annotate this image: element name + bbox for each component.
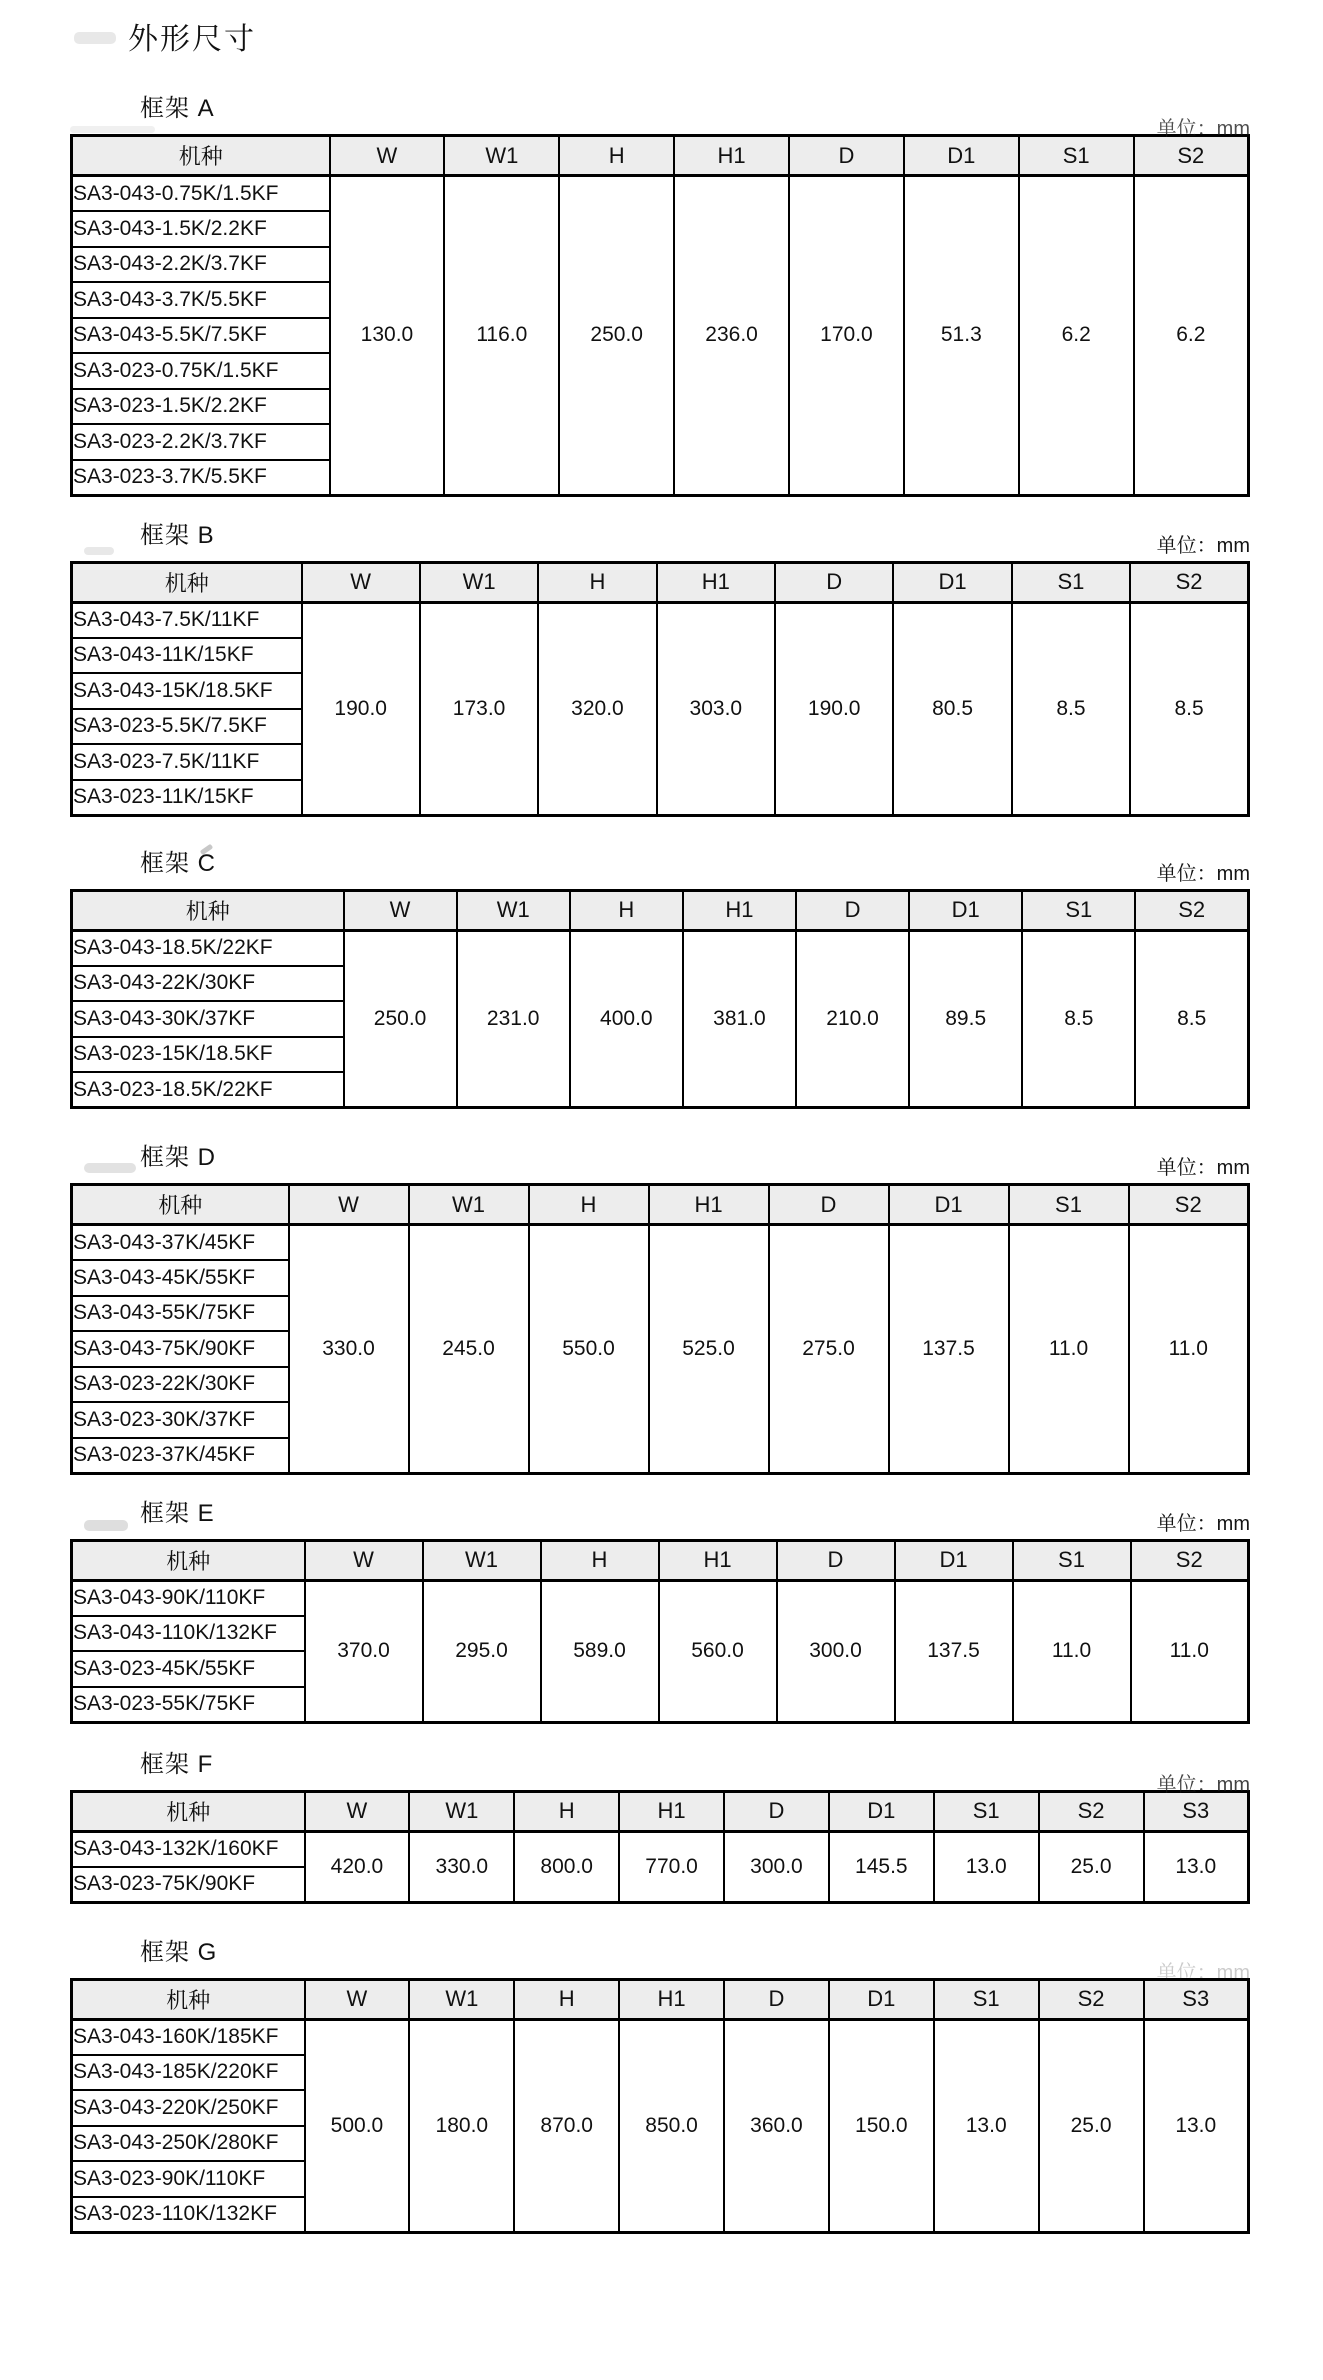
header-row (72, 136, 1249, 176)
column-header: D (789, 136, 904, 176)
unit-label-e (1157, 1507, 1250, 1536)
column-header: D (769, 1185, 889, 1225)
value-cell: 320.0 (538, 602, 656, 815)
table-row (72, 2019, 1249, 2055)
table-row (72, 176, 1249, 212)
value-cell: 11.0 (1129, 1225, 1249, 1474)
frame-e-header (0, 1493, 1323, 1539)
value-cell: 550.0 (529, 1225, 649, 1474)
value-cell: 800.0 (514, 1831, 619, 1902)
column-header: 机种 (72, 1185, 289, 1225)
column-header: D1 (893, 562, 1011, 602)
header-row (72, 1540, 1249, 1580)
value-cell: 11.0 (1013, 1580, 1131, 1722)
model-cell: SA3-023-22K/30KF (72, 1367, 289, 1403)
column-header: H1 (619, 1979, 724, 2019)
scan-artifact (84, 547, 114, 555)
frame-e-section (0, 1493, 1323, 1724)
value-cell: 770.0 (619, 1831, 724, 1902)
column-header: W (305, 1791, 410, 1831)
column-header: 机种 (72, 1791, 305, 1831)
value-cell: 300.0 (724, 1831, 829, 1902)
frame-b-table (70, 561, 1250, 817)
column-header: H1 (683, 890, 796, 930)
column-header: 机种 (72, 890, 344, 930)
frame-g-header (0, 1932, 1323, 1984)
column-header: H1 (674, 136, 789, 176)
page-header (0, 0, 1323, 54)
frame-d-label: 框架 D (140, 1144, 216, 1171)
unit-label-b (1157, 529, 1250, 558)
column-header: H (514, 1791, 619, 1831)
frame-b-section (0, 515, 1323, 817)
value-cell: 370.0 (305, 1580, 423, 1722)
value-cell: 236.0 (674, 176, 789, 496)
column-header: H1 (649, 1185, 769, 1225)
model-cell: SA3-043-15K/18.5KF (72, 673, 302, 709)
column-header: W1 (409, 1185, 529, 1225)
column-header: S1 (1022, 890, 1135, 930)
value-cell: 330.0 (289, 1225, 409, 1474)
value-cell: 11.0 (1009, 1225, 1129, 1474)
column-header: 机种 (72, 1979, 305, 2019)
column-header: S3 (1144, 1791, 1249, 1831)
header-row (72, 890, 1249, 930)
unit-text: 单位：mm (1156, 1157, 1250, 1179)
column-header: D1 (895, 1540, 1013, 1580)
model-cell: SA3-023-110K/132KF (72, 2197, 305, 2233)
frame-e-label: 框架 E (140, 1499, 215, 1527)
model-cell: SA3-043-185K/220KF (72, 2055, 305, 2091)
column-header: H (559, 136, 674, 176)
column-header: H (541, 1540, 659, 1580)
value-cell: 180.0 (409, 2019, 514, 2232)
model-cell: SA3-043-18.5K/22KF (72, 930, 344, 966)
value-cell: 89.5 (909, 930, 1022, 1108)
column-header: D (724, 1979, 829, 2019)
model-cell: SA3-043-30K/37KF (72, 1001, 344, 1037)
model-cell: SA3-023-1.5K/2.2KF (72, 389, 330, 425)
column-header: S1 (934, 1979, 1039, 2019)
value-cell: 190.0 (775, 602, 893, 815)
column-header: H (529, 1185, 649, 1225)
column-header: S3 (1144, 1979, 1249, 2019)
column-header: H (538, 562, 656, 602)
scan-artifact (74, 32, 116, 44)
column-header: H1 (657, 562, 775, 602)
value-cell: 130.0 (330, 176, 445, 496)
model-cell: SA3-023-30K/37KF (72, 1402, 289, 1438)
value-cell: 8.5 (1130, 602, 1248, 815)
value-cell: 11.0 (1131, 1580, 1249, 1722)
value-cell: 8.5 (1012, 602, 1130, 815)
unit-text: 单位：mm (1156, 1773, 1250, 1796)
column-header: S1 (1019, 136, 1134, 176)
model-cell: SA3-023-90K/110KF (72, 2161, 305, 2197)
unit-label-d (1157, 1151, 1250, 1180)
model-cell: SA3-023-7.5K/11KF (72, 744, 302, 780)
header-row (72, 1979, 1249, 2019)
frame-a-header (0, 88, 1323, 140)
column-header: D1 (829, 1791, 934, 1831)
value-cell: 295.0 (423, 1580, 541, 1722)
frame-d-section (0, 1137, 1323, 1475)
model-cell: SA3-043-250K/280KF (72, 2126, 305, 2162)
value-cell: 560.0 (659, 1580, 777, 1722)
column-header: S2 (1130, 562, 1248, 602)
column-header: 机种 (72, 136, 330, 176)
frame-f-table (70, 1790, 1250, 1904)
frame-c-header (0, 843, 1323, 889)
unit-label-c (1157, 857, 1250, 886)
model-cell: SA3-043-160K/185KF (72, 2019, 305, 2055)
value-cell: 400.0 (570, 930, 683, 1108)
column-header: S2 (1039, 1791, 1144, 1831)
unit-text: 单位：mm (1156, 534, 1250, 557)
value-cell: 245.0 (409, 1225, 529, 1474)
column-header: W (344, 890, 457, 930)
unit-label-a (1156, 118, 1250, 140)
unit-label-g (1156, 1961, 1250, 1984)
scan-artifact (84, 1163, 136, 1173)
value-cell: 6.2 (1134, 176, 1249, 496)
frame-c-section (0, 843, 1323, 1110)
column-header: S1 (1009, 1185, 1129, 1225)
value-cell: 150.0 (829, 2019, 934, 2232)
frame-a-table (70, 134, 1250, 497)
page-title: 外形尺寸 (128, 23, 256, 56)
model-cell: SA3-023-5.5K/7.5KF (72, 709, 302, 745)
value-cell: 500.0 (305, 2019, 410, 2232)
frame-f-header (0, 1744, 1323, 1796)
model-cell: SA3-043-37K/45KF (72, 1225, 289, 1261)
frame-c-label: 框架 C (140, 849, 216, 877)
model-cell: SA3-043-1.5K/2.2KF (72, 211, 330, 247)
frame-e-table (70, 1539, 1250, 1724)
column-header: D1 (909, 890, 1022, 930)
unit-text: 单位：mm (1156, 1512, 1250, 1535)
frame-d-header (0, 1137, 1323, 1183)
table-row (72, 930, 1249, 966)
frame-g-label: 框架 G (140, 1938, 218, 1966)
value-cell: 8.5 (1135, 930, 1248, 1108)
value-cell: 589.0 (541, 1580, 659, 1722)
column-header: S2 (1135, 890, 1248, 930)
value-cell: 330.0 (409, 1831, 514, 1902)
model-cell: SA3-043-45K/55KF (72, 1260, 289, 1296)
table-row (72, 1831, 1249, 1867)
column-header: D1 (904, 136, 1019, 176)
value-cell: 850.0 (619, 2019, 724, 2232)
value-cell: 231.0 (457, 930, 570, 1108)
column-header: D (777, 1540, 895, 1580)
frame-b-header (0, 515, 1323, 561)
unit-label-f (1156, 1773, 1250, 1796)
column-header: H (570, 890, 683, 930)
frame-a-section (0, 88, 1323, 497)
column-header: H1 (659, 1540, 777, 1580)
column-header: W1 (457, 890, 570, 930)
unit-text: 单位：mm (1156, 862, 1250, 885)
column-header: 机种 (72, 1540, 305, 1580)
column-header: S1 (1012, 562, 1130, 602)
value-cell: 173.0 (420, 602, 538, 815)
model-cell: SA3-023-75K/90KF (72, 1867, 305, 1903)
frame-g-section (0, 1932, 1323, 2234)
table-row (72, 602, 1249, 638)
value-cell: 420.0 (305, 1831, 410, 1902)
value-cell: 116.0 (444, 176, 559, 496)
column-header: W (330, 136, 445, 176)
value-cell: 870.0 (514, 2019, 619, 2232)
frame-a-label: 框架 A (140, 95, 215, 122)
header-row (72, 1791, 1249, 1831)
value-cell: 300.0 (777, 1580, 895, 1722)
model-cell: SA3-043-7.5K/11KF (72, 602, 302, 638)
header-row (72, 562, 1249, 602)
model-cell: SA3-023-55K/75KF (72, 1687, 305, 1723)
value-cell: 80.5 (893, 602, 1011, 815)
frame-c-table (70, 889, 1250, 1110)
frame-f-label: 框架 F (140, 1750, 214, 1778)
value-cell: 360.0 (724, 2019, 829, 2232)
model-cell: SA3-043-75K/90KF (72, 1331, 289, 1367)
model-cell: SA3-043-220K/250KF (72, 2090, 305, 2126)
model-cell: SA3-043-110K/132KF (72, 1616, 305, 1652)
column-header: D1 (829, 1979, 934, 2019)
model-cell: SA3-043-3.7K/5.5KF (72, 282, 330, 318)
model-cell: SA3-043-5.5K/7.5KF (72, 318, 330, 354)
value-cell: 525.0 (649, 1225, 769, 1474)
table-row (72, 1225, 1249, 1261)
value-cell: 13.0 (1144, 1831, 1249, 1902)
column-header: S2 (1039, 1979, 1144, 2019)
column-header: W1 (423, 1540, 541, 1580)
value-cell: 145.5 (829, 1831, 934, 1902)
model-cell: SA3-043-11K/15KF (72, 638, 302, 674)
column-header: W (289, 1185, 409, 1225)
header-row (72, 1185, 1249, 1225)
model-cell: SA3-023-3.7K/5.5KF (72, 460, 330, 496)
column-header: 机种 (72, 562, 302, 602)
value-cell: 25.0 (1039, 2019, 1144, 2232)
column-header: W1 (409, 1791, 514, 1831)
column-header: H1 (619, 1791, 724, 1831)
model-cell: SA3-023-18.5K/22KF (72, 1072, 344, 1108)
scan-artifact (70, 126, 155, 133)
model-cell: SA3-043-55K/75KF (72, 1296, 289, 1332)
value-cell: 13.0 (934, 1831, 1039, 1902)
model-cell: SA3-023-2.2K/3.7KF (72, 424, 330, 460)
value-cell: 137.5 (889, 1225, 1009, 1474)
frame-b-label: 框架 B (140, 521, 215, 549)
column-header: D1 (889, 1185, 1009, 1225)
model-cell: SA3-023-45K/55KF (72, 1651, 305, 1687)
value-cell: 6.2 (1019, 176, 1134, 496)
model-cell: SA3-023-37K/45KF (72, 1438, 289, 1474)
column-header: W (305, 1540, 423, 1580)
value-cell: 275.0 (769, 1225, 889, 1474)
value-cell: 250.0 (344, 930, 457, 1108)
model-cell: SA3-043-0.75K/1.5KF (72, 176, 330, 212)
column-header: S1 (934, 1791, 1039, 1831)
column-header: W (305, 1979, 410, 2019)
model-cell: SA3-023-15K/18.5KF (72, 1037, 344, 1073)
column-header: S2 (1131, 1540, 1249, 1580)
column-header: W1 (420, 562, 538, 602)
column-header: D (724, 1791, 829, 1831)
model-cell: SA3-043-90K/110KF (72, 1580, 305, 1616)
frame-d-table (70, 1183, 1250, 1475)
scan-artifact (84, 1520, 128, 1531)
column-header: S2 (1129, 1185, 1249, 1225)
value-cell: 8.5 (1022, 930, 1135, 1108)
column-header: W1 (444, 136, 559, 176)
model-cell: SA3-043-22K/30KF (72, 966, 344, 1002)
value-cell: 137.5 (895, 1580, 1013, 1722)
column-header: S1 (1013, 1540, 1131, 1580)
value-cell: 303.0 (657, 602, 775, 815)
column-header: S2 (1134, 136, 1249, 176)
model-cell: SA3-043-2.2K/3.7KF (72, 247, 330, 283)
value-cell: 51.3 (904, 176, 1019, 496)
model-cell: SA3-023-0.75K/1.5KF (72, 353, 330, 389)
column-header: D (796, 890, 909, 930)
model-cell: SA3-023-11K/15KF (72, 780, 302, 816)
table-row (72, 1580, 1249, 1616)
frame-f-section (0, 1744, 1323, 1904)
column-header: H (514, 1979, 619, 2019)
value-cell: 210.0 (796, 930, 909, 1108)
unit-text: 单位：mm (1156, 1961, 1250, 1984)
value-cell: 250.0 (559, 176, 674, 496)
column-header: W (302, 562, 420, 602)
unit-text: 单位：mm (1156, 118, 1250, 140)
frame-g-table (70, 1978, 1250, 2234)
column-header: D (775, 562, 893, 602)
value-cell: 25.0 (1039, 1831, 1144, 1902)
column-header: W1 (409, 1979, 514, 2019)
value-cell: 190.0 (302, 602, 420, 815)
value-cell: 381.0 (683, 930, 796, 1108)
value-cell: 13.0 (934, 2019, 1039, 2232)
value-cell: 170.0 (789, 176, 904, 496)
model-cell: SA3-043-132K/160KF (72, 1831, 305, 1867)
value-cell: 13.0 (1144, 2019, 1249, 2232)
